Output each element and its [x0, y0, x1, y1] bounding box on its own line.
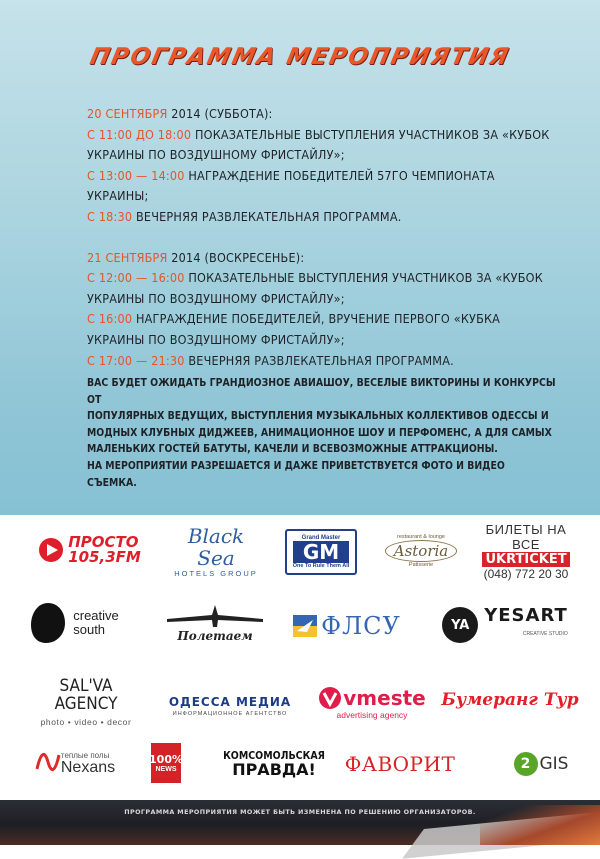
- logo-bumerang-tur: [440, 675, 580, 725]
- schedule-item: [87, 268, 557, 309]
- blacksea-name: Black Sea: [187, 523, 245, 570]
- schedule-item: [87, 351, 557, 372]
- day2-date: 21 СЕНТЯБРЯ: [87, 249, 168, 265]
- schedule-text: ПОКАЗАТЕЛЬНЫЕ ВЫСТУПЛЕНИЯ УЧАСТНИКОВ ЗА «КУБОК УКРАИНЫ ПО ВОЗДУШНОМУ ФРИСТАЙЛУ»;: [87, 270, 543, 306]
- astoria-top: restaurant & lounge: [396, 534, 445, 540]
- odessamedia-sub: ИНФОРМАЦИОННОЕ АГЕНТСТВО: [172, 711, 288, 717]
- logo-ukrticket: [476, 522, 576, 581]
- creative-line1: creative: [73, 608, 119, 623]
- vmeste-name: vmeste: [343, 686, 426, 710]
- schedule-text: НАГРАЖДЕНИЕ ПОБЕДИТЕЛЕЙ, ВРУЧЕНИЕ ПЕРВОГО «КУБКА УКРАИНЫ ПО ВОЗДУШНОМУ ФРИСТАЙЛУ»;: [87, 311, 501, 347]
- gm-bottom: One To Rule Them All: [292, 563, 350, 569]
- astoria-name: Astoria: [385, 540, 458, 562]
- flsu-emblem-icon: [293, 615, 317, 637]
- logo-komsomolskaya-pravda: [218, 741, 330, 785]
- extra-line: ПОПУЛЯРНЫХ ВЕДУЩИХ, ВЫСТУПЛЕНИЯ МУЗЫКАЛЬНЫХ КОЛЛЕКТИВОВ ОДЕССЫ И: [87, 410, 549, 423]
- day1-weekday: 2014 (СУББОТА):: [167, 106, 273, 121]
- day1-date: 20 СЕНТЯБРЯ: [87, 106, 168, 121]
- schedule-time: С 12:00 — 16:00: [87, 270, 185, 286]
- ukrticket-top: БИЛЕТЫ НА ВСЕ: [485, 522, 567, 552]
- salva-sub: photo • video • decor: [40, 717, 132, 727]
- logo-2gis: [506, 747, 576, 781]
- kp-line1: КОМСОМОЛЬСКАЯ: [223, 750, 325, 762]
- yesart-mark: YA: [442, 607, 478, 643]
- logo-yesart: [434, 605, 576, 645]
- news100-label: NEWS: [155, 765, 177, 773]
- schedule-text: ПОКАЗАТЕЛЬНЫЕ ВЫСТУПЛЕНИЯ УЧАСТНИКОВ ЗА «КУБОК УКРАИНЫ ПО ВОЗДУШНОМУ ФРИСТАЙЛУ»;: [87, 126, 550, 163]
- schedule-text: НАГРАЖДЕНИЕ ПОБЕДИТЕЛЕЙ 57ГО ЧЕМПИОНАТА УКРАИНЫ;: [87, 167, 495, 204]
- schedule-item: [87, 207, 557, 228]
- day2-weekday: 2014 (ВОСКРЕСЕНЬЕ):: [167, 249, 305, 265]
- logo-favorit: [346, 749, 454, 779]
- logo-prosto-fm: [22, 533, 157, 567]
- nexans-wave-icon: [35, 747, 61, 777]
- bumerang-name: Бумеранг Тур: [441, 690, 579, 710]
- logo-astoria: [381, 527, 461, 575]
- odessamedia-name: ОДЕССА МЕДИА: [168, 695, 292, 709]
- extra-line: ВАС БУДЕТ ОЖИДАТЬ ГРАНДИОЗНОЕ АВИАШОУ, ВЕСЕЛЫЕ ВИКТОРИНЫ И КОНКУРСЫ ОТ: [87, 377, 556, 406]
- logo-odessa-media: [160, 689, 300, 723]
- day2-heading: [87, 248, 557, 269]
- nexans-top: теплые полы: [60, 751, 110, 760]
- schedule-time: С 11:00 ДО 18:00: [87, 126, 192, 142]
- prosto-name: ПРОСТО: [68, 533, 139, 551]
- salva-name: SAL'VA AGENCY: [54, 676, 118, 714]
- yesart-name: YESART: [484, 605, 568, 626]
- logo-flsu: [286, 610, 408, 642]
- news100-number: 100%: [149, 752, 183, 766]
- schedule-time: С 16:00: [87, 311, 133, 327]
- extra-info: [87, 375, 557, 491]
- footer: [0, 800, 600, 845]
- prosto-frequency: 105,3FM: [68, 548, 141, 566]
- play-icon: [38, 537, 64, 563]
- yesart-sub: CREATIVE STUDIO: [522, 631, 568, 637]
- schedule-item: [87, 309, 557, 350]
- gm-mark: GM: [293, 541, 349, 563]
- logo-black-sea: [166, 523, 266, 578]
- poletaem-name: Полетаем: [177, 629, 253, 643]
- schedule-text: ВЕЧЕРНЯЯ РАЗВЛЕКАТЕЛЬНАЯ ПРОГРАММА.: [184, 352, 454, 368]
- page-title: ПРОГРАММА МЕРОПРИЯТИЯ: [87, 44, 513, 70]
- logo-poletaem: [160, 599, 270, 647]
- twogis-mark: 2: [514, 752, 538, 776]
- sponsor-logos: [0, 515, 600, 800]
- logo-100-news: [151, 743, 181, 783]
- vmeste-v-icon: [318, 686, 342, 710]
- extra-line: МАЛЕНЬКИХ ГОСТЕЙ БАТУТЫ, КАЧЕЛИ И ВСЕВОЗМОЖНЫЕ АТТРАКЦИОНЫ.: [87, 443, 498, 456]
- logo-nexans: [30, 743, 120, 781]
- logo-salva-agency: [26, 676, 146, 727]
- gm-top: Grand Master: [301, 535, 341, 541]
- footer-note: ПРОГРАММА МЕРОПРИЯТИЯ МОЖЕТ БЫТЬ ИЗМЕНЕНА ПО РЕШЕНИЮ ОРГАНИЗАТОРОВ.: [124, 808, 476, 816]
- vmeste-sub: advertising agency: [336, 710, 408, 720]
- schedule-time: С 17:00 — 21:30: [87, 352, 185, 368]
- extra-line: НА МЕРОПРИЯТИИ РАЗРЕШАЕТСЯ И ДАЖЕ ПРИВЕТСТВУЕТСЯ ФОТО И ВИДЕО СЪЕМКА.: [87, 459, 505, 489]
- nexans-name: Nexans: [60, 759, 116, 776]
- day1-heading: [87, 104, 557, 125]
- creative-line2: south: [73, 622, 106, 637]
- schedule-item: [87, 125, 557, 166]
- blacksea-sub: HOTELS GROUP: [174, 568, 258, 578]
- creative-south-icon: [29, 601, 67, 645]
- plane-icon: [165, 603, 265, 629]
- twogis-name: GIS: [539, 754, 569, 774]
- extra-line: МОДНЫХ КЛУБНЫХ ДИДЖЕЕВ, АНИМАЦИОННОЕ ШОУ И ПЕРФОМЕНС, А ДЛЯ САМЫХ: [87, 426, 552, 439]
- schedule-time: С 13:00 — 14:00: [87, 167, 185, 183]
- favorit-name: ФАВОРИТ: [344, 752, 456, 776]
- schedule-item: [87, 166, 557, 207]
- ukrticket-phone: (048) 772 20 30: [483, 567, 569, 581]
- logo-grand-master: [285, 529, 357, 575]
- schedule-time: С 18:30: [87, 208, 133, 224]
- flsu-name: ФЛСУ: [321, 612, 401, 640]
- logo-creative-south: [24, 601, 124, 645]
- kp-line2: ПРАВДА!: [232, 760, 316, 779]
- logo-vmeste: [312, 681, 432, 725]
- program-schedule: [87, 104, 557, 371]
- schedule-text: ВЕЧЕРНЯЯ РАЗВЛЕКАТЕЛЬНАЯ ПРОГРАММА.: [132, 208, 402, 224]
- astoria-bottom: Patisserie: [408, 562, 434, 568]
- ukrticket-name: UKRTICKET: [482, 552, 569, 567]
